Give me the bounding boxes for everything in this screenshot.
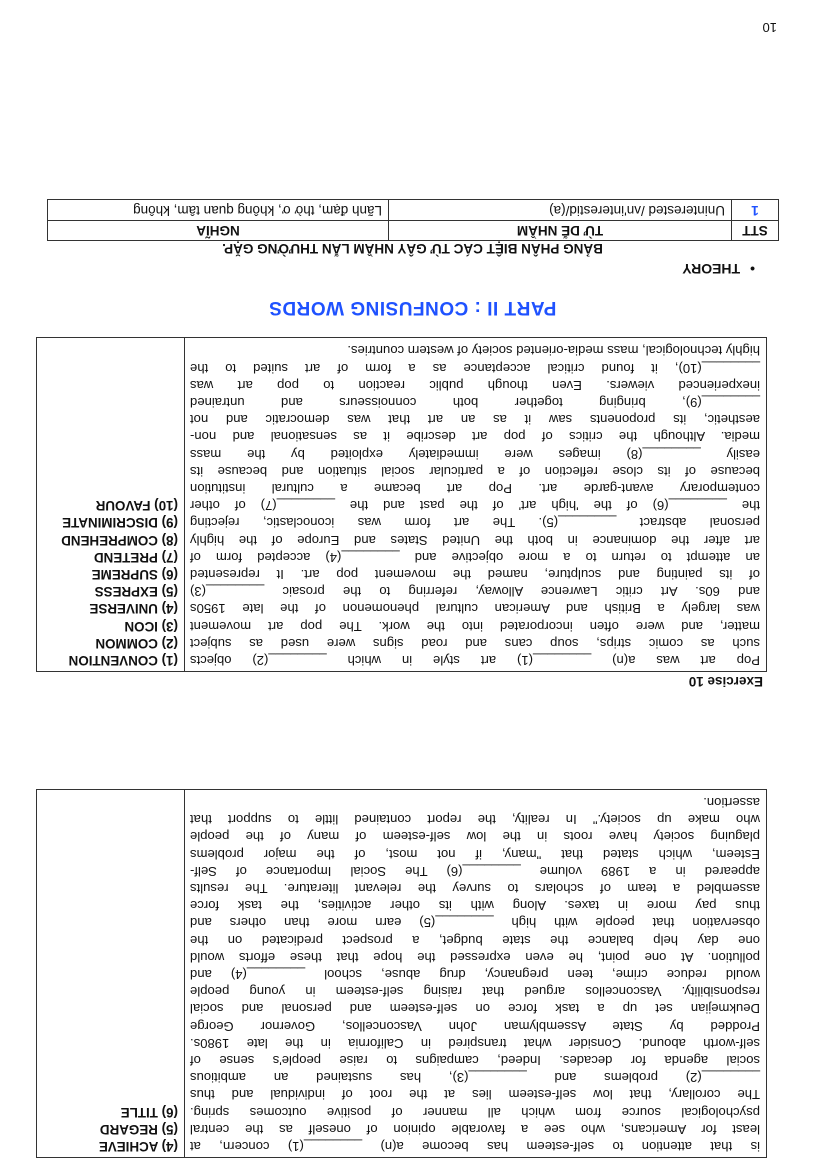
table-title: BẢNG PHÂN BIỆT CÁC TỪ GÂY NHẦM LẪN THƯỜNG GẶP. [222,241,603,256]
passage-line: one day help balance the state budget, a prospect predicated on the [190,932,760,948]
passage-line: plaguing society have roots in the low self-esteem of many of the people [190,829,760,845]
passage-line: social agenda for decades. Indeed, campaigns to raise people's sense of [190,1052,760,1068]
exercise-10-word-list [37,338,185,672]
passage-line: would reduce crime, teen pregnancy, drug abuse, school ________(4) and [190,966,760,982]
theory-label: THEORY [682,261,741,277]
row-meaning: Lãnh đạm, thờ ơ, không quan tâm, không [48,200,389,221]
exercise-10-passage [185,338,767,672]
passage-line: personal abstract ________(5). The art form was iconoclastic, rejecting [190,515,760,531]
word-item: (7) PRETEND [93,549,178,565]
passage-line: art after the dominance in both the United States and Europe of the highly [190,532,760,548]
passage-line: contemporary avant-garde art. Pop art became a cultural institution [190,480,760,496]
passage-line: assertion. [703,794,760,810]
passage-line: ________(2) problems and ________(3), has sustained an ambitious [190,1070,760,1086]
passage-line: of its painting and sculpture, named the movement pop art. It represented [190,566,760,582]
passage-line: appeared in a 1989 volume ________(6) The Social Importance of Self- [190,863,760,879]
exercise-9-table [36,789,767,1158]
passage-line: who make up society." In reality, the report contained little to support that [190,812,760,828]
passage-line: was largely a British and American cultural phenomenon of the late 1950s [190,601,760,617]
column-header-stt: STT [732,221,779,241]
word-item: (4) ACHIEVE [98,1139,178,1154]
column-header-term: TỪ DỄ NHẦM [389,221,732,241]
passage-line: the ________(6) of the 'high art' of the past and the ________(7) of other [190,498,760,514]
passage-line: and 60s. Art critic Lawrence Alloway, referring to the prosaic ________(3) [190,584,760,600]
passage-line: media. Although the critics of pop art describe it as sensational and non- [190,429,760,445]
passage-line: The corollary, that low self-esteem lies at the root of individual and thus [190,1087,760,1103]
word-item: (1) CONVENTION [68,653,178,668]
passage-line: aesthetic, its proponents saw it as an art that was democratic and not [190,412,760,428]
passage-line: such as comic strips, soup cans and road signs were used as subject [190,635,760,651]
exercise-10-title: Exercise 10 [688,674,763,689]
word-item: (6) TITLE [120,1104,178,1120]
passage-line: highly technological, mass media-oriented society of western countries. [347,343,760,359]
passage-line: ________(9), bringing together both connoisseurs and untrained [190,394,760,410]
word-item: (8) COMPREHEND [61,532,178,548]
word-item: (10) FAVOUR [95,498,178,514]
word-item: (3) ICON [124,618,178,634]
passage-line: responsibility. Vasconcellos argued that raising self-esteem in young people [190,984,760,1000]
passage-line: self-worth abound. Consider what transpired in California in the late 1980s. [190,1035,760,1051]
passage-line: inexperienced viewers. Even though public reaction to pop art was [190,377,760,393]
exercise-9-passage [185,789,767,1157]
table-row [48,200,779,221]
word-item: (2) COMMON [95,635,178,651]
passage-line: Deukmejian set up a task force on self-esteem and personal and social [190,1001,760,1017]
row-number: 1 [732,200,779,221]
passage-line: observation that people with high ________(5) earn more than others and [190,915,760,931]
part-title: PART II : CONFUSING WORDS [268,297,557,318]
word-item: (9) DISCRIMINATE [62,515,178,531]
passage-line: Esteem, which stated that "many, if not most, of the major problems [190,846,760,862]
passage-line: pollution. At one point, he even expressed the hope that these efforts would [190,949,760,965]
passage-line: matter, and were often incorporated into the work. The pop art movement [190,618,760,634]
passage-line: Prodded by State Assemblyman John Vasconcellos, Governor George [190,1018,760,1034]
row-term: Uninterested /ʌn'interestid/(a) [389,200,732,221]
exercise-9-word-list [37,789,185,1157]
passage-line: easily ________(8) images were immediately exploited by the mass [190,446,760,462]
word-item: (4) UNIVERSE [89,601,178,617]
word-item: (6) SUPREME [91,566,178,582]
theory-heading [682,261,755,277]
passage-line: Pop art was a(n) ________(1) art style in which ________(2) objects [190,653,760,668]
table-header-row [48,221,779,241]
passage-line: because of its close reflection of a particular social situation and because its [190,463,760,479]
passage-line: thus pay more in taxes. Along with its other activities, the task force [190,898,760,914]
exercise-10-table [36,337,767,672]
column-header-meaning: NGHĨA [48,221,389,241]
word-item: (5) REGARD [99,1121,178,1137]
passage-line: assembled a team of scholars to survey the relevant literature. The results [190,880,760,896]
word-item: (5) EXPRESS [94,584,178,600]
page-number: 10 [762,20,777,35]
bullet-icon: • [750,261,755,277]
passage-line: least for Americans, who see a favorable opinion of oneself as the central [190,1121,760,1137]
passage-line: an attempt to return to a more objective and ________(4) accepted form of [190,549,760,565]
vocab-table [47,199,779,241]
passage-line: ________(10), it found critical acceptance as a form of art suited to the [190,360,760,376]
passage-line: is that attention to self-esteem has become a(n) ________(1) concern, at [190,1139,760,1154]
passage-line: psychological source from which all manner of positive outcomes spring. [190,1104,760,1120]
